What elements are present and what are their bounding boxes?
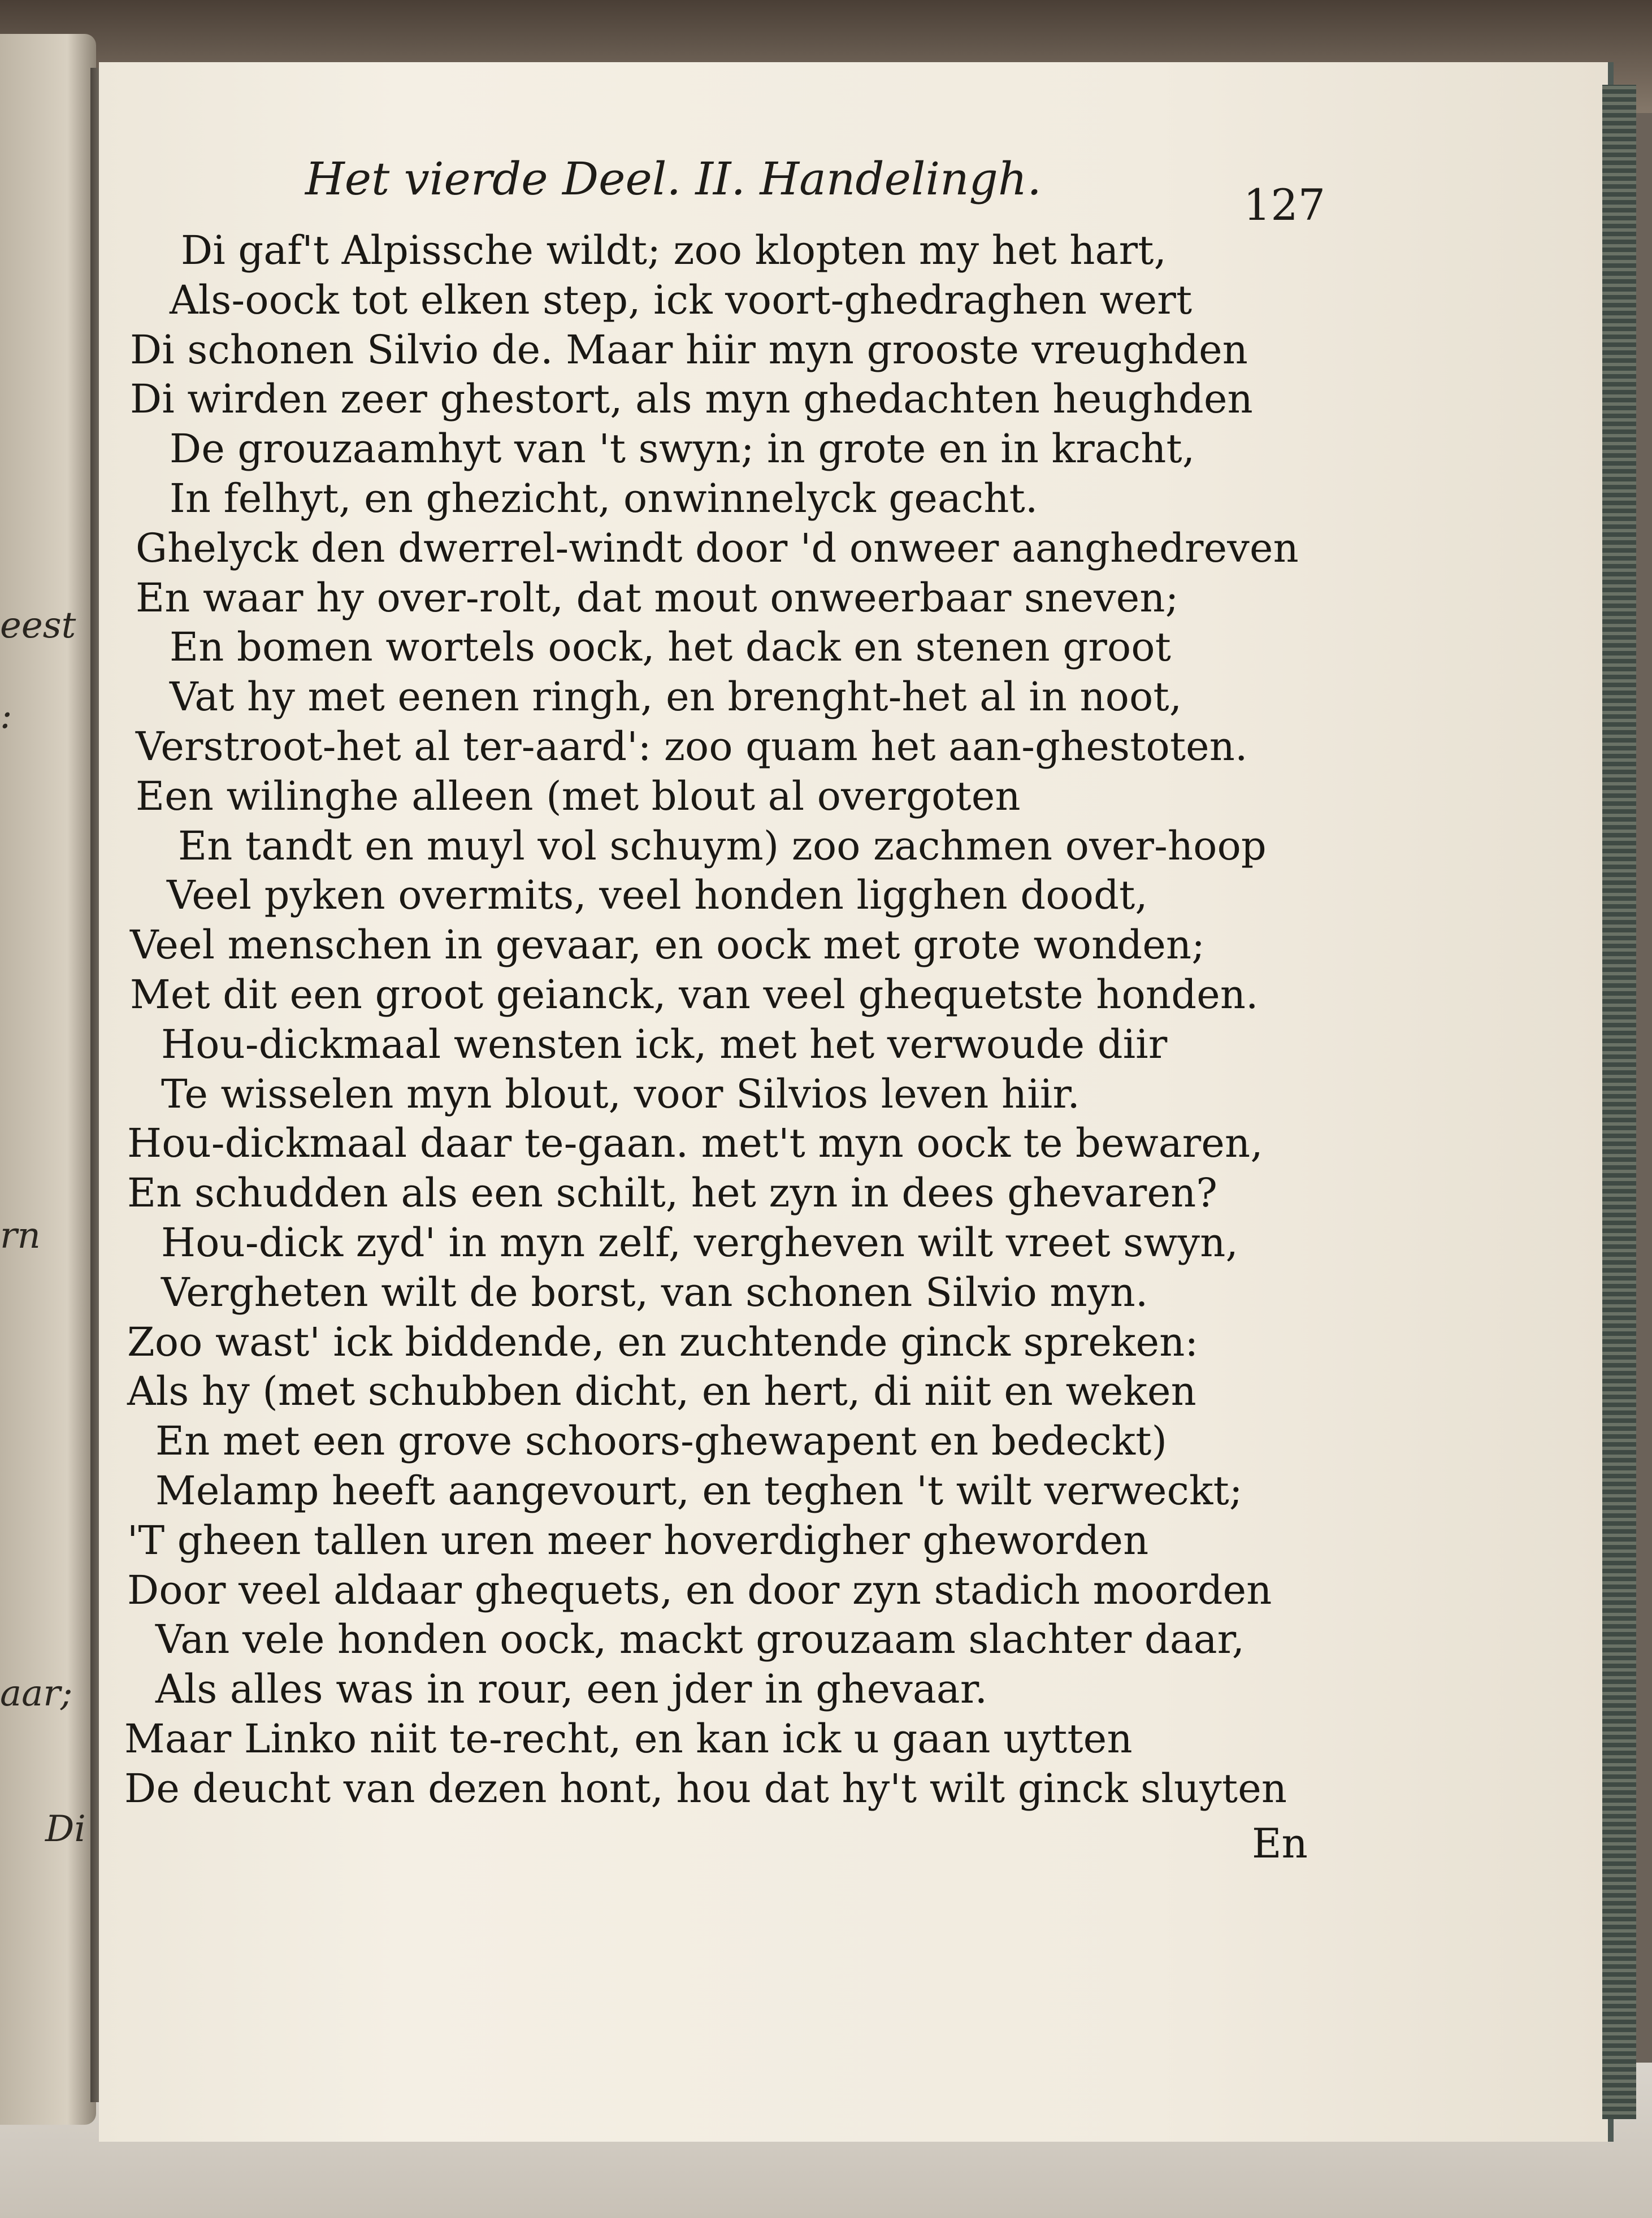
verse-line: Ghelyck den dwerrel-windt door 'd onweer aanghedreven (136, 524, 1299, 571)
left-page-fragment: rn (0, 1215, 41, 1257)
verse-line: En waar hy over-rolt, dat mout onweerbaar sneven; (136, 574, 1179, 621)
verse-line: Zoo wast' ick biddende, en zuchtende ginck spreken: (127, 1318, 1199, 1365)
verse-line: Van vele honden oock, mackt grouzaam slachter daar, (155, 1616, 1245, 1663)
verse-line: Hou-dick zyd' in myn zelf, vergheven wilt vreet swyn, (161, 1219, 1239, 1266)
verse-block (124, 226, 1299, 1854)
catchword: En (1252, 1820, 1308, 1867)
verse-line: Veel pyken overmits, veel honden ligghen doodt, (167, 872, 1148, 919)
verse-line: En met een grove schoors-ghewapent en bedeckt) (155, 1418, 1168, 1465)
verse-line: Verstroot-het al ter-aard': zoo quam het aan-ghestoten. (136, 723, 1248, 770)
verse-line: Hou-dickmaal wensten ick, met het verwoude diir (161, 1021, 1168, 1067)
verse-line: Melamp heeft aangevourt, en teghen 't wilt verweckt; (155, 1467, 1243, 1514)
left-page-fragment: : (0, 695, 12, 737)
verse-line: Door veel aldaar ghequets, en door zyn stadich moorden (127, 1566, 1272, 1613)
verse-line: De grouzaamhyt van 't swyn; in grote en in kracht, (170, 426, 1195, 472)
verse-line: En schudden als een schilt, het zyn in dees ghevaren? (127, 1170, 1218, 1217)
book-fore-edge (1602, 85, 1636, 2119)
verse-line: Veel menschen in gevaar, en oock met grote wonden; (130, 922, 1206, 969)
running-head: Het vierde Deel. II. Handelingh. (305, 153, 1042, 205)
verse-line: In felhyt, en ghezicht, onwinnelyck geacht. (170, 475, 1038, 522)
verse-line: Hou-dickmaal daar te-gaan. met't myn oock te bewaren, (127, 1120, 1263, 1167)
verse-line: Di wirden zeer ghestort, als myn ghedachten heughden (130, 376, 1253, 423)
verse-line: Di gaf't Alpissche wildt; zoo klopten my het hart, (181, 227, 1167, 274)
verse-line: Als hy (met schubben dicht, en hert, di niit en weken (127, 1368, 1196, 1415)
verse-line: Met dit een groot geianck, van veel ghequetste honden. (130, 971, 1259, 1018)
verse-line: En bomen wortels oock, het dack en stenen groot (170, 624, 1172, 671)
left-page-edge (0, 34, 96, 2125)
verse-line: Als alles was in rour, een jder in ghevaar. (155, 1666, 988, 1713)
verse-line: Als-oock tot elken step, ick voort-ghedraghen wert (170, 276, 1193, 323)
left-page-fragment: Di (45, 1808, 86, 1850)
verse-line: Een wilinghe alleen (met blout al overgoten (136, 772, 1021, 819)
left-page-fragment: aar; (0, 1673, 73, 1714)
verse-line: 'T gheen tallen uren meer hoverdigher gheworden (127, 1517, 1149, 1564)
left-page-fragment: eest (0, 605, 76, 646)
verse-line: Te wisselen myn blout, voor Silvios leven hiir. (161, 1070, 1080, 1117)
verse-line: Vergheten wilt de borst, van schonen Silvio myn. (161, 1269, 1148, 1316)
verse-line: Maar Linko niit te-recht, en kan ick u gaan uytten (124, 1715, 1133, 1762)
verse-line: En tandt en muyl vol schuym) zoo zachmen over-hoop (178, 822, 1267, 869)
verse-line: De deucht van dezen hont, hou dat hy't wilt ginck sluyten (124, 1765, 1287, 1812)
verse-line: Vat hy met eenen ringh, en brenght-het al in noot, (170, 674, 1182, 720)
page-number: 127 (1243, 180, 1326, 230)
verse-line: Di schonen Silvio de. Maar hiir myn grooste vreughden (130, 326, 1248, 373)
